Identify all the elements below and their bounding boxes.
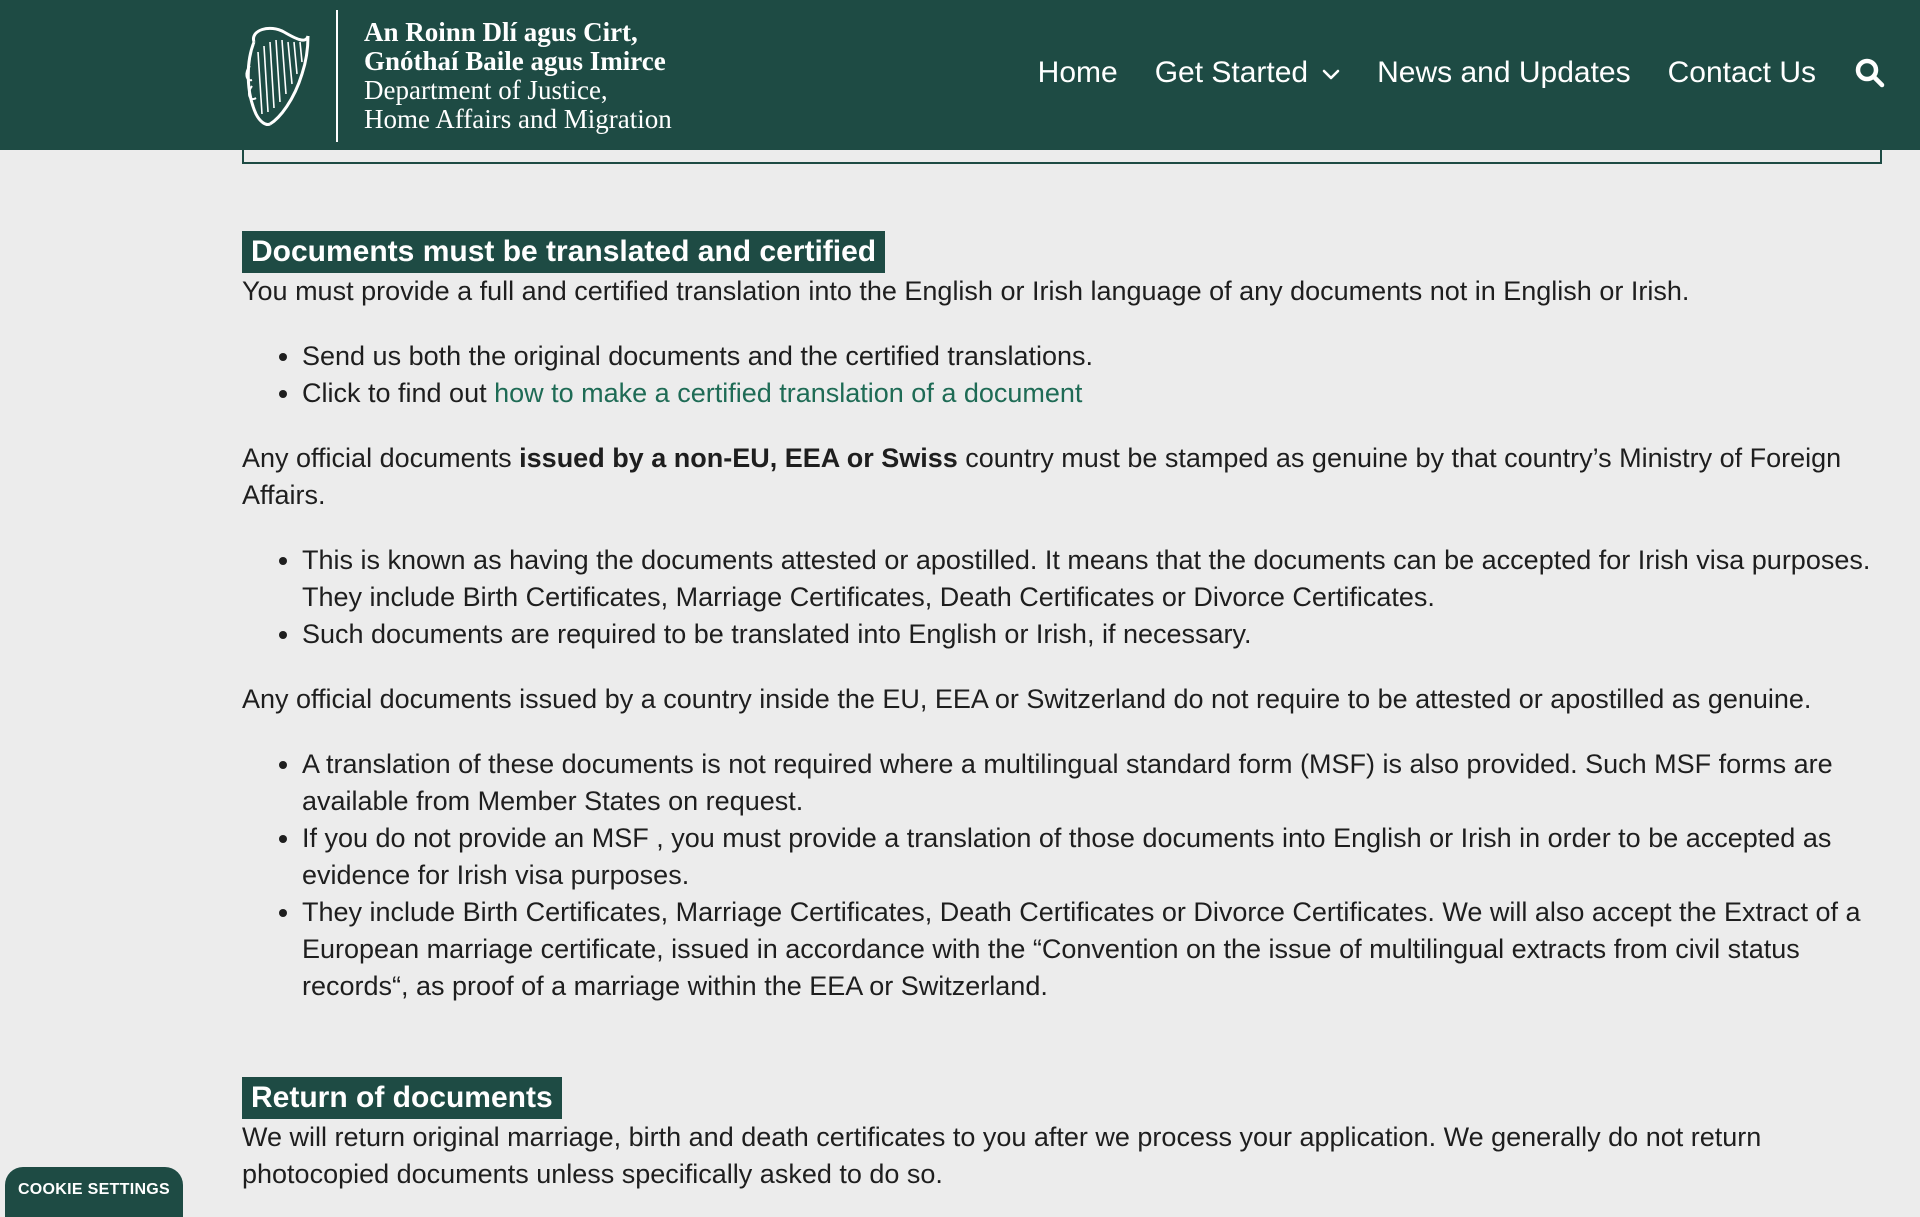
list-item: • Such documents are required to be translated into English or Irish, if necessary. <box>302 616 1882 653</box>
list-item: • They include Birth Certificates, Marriage Certificates, Death Certificates or Divorce Certificates. We will also accept the Extract of a European marriage certificate, issued in accordance with the “Convention on the issue of multilingual extracts from civil status records“, as proof of a marriage within the EEA or Switzerland. <box>302 894 1882 1005</box>
msf-list <box>242 746 1882 1005</box>
cookie-settings-button[interactable]: COOKIE SETTINGS <box>5 1167 183 1217</box>
main-nav <box>1038 56 1886 90</box>
brand-divider <box>336 10 338 142</box>
site-header <box>0 0 1920 150</box>
return-paragraph: We will return original marriage, birth and death certificates to you after we process your application. We generally do not return photocopied documents unless specifically asked to do so. <box>242 1122 1762 1189</box>
section-translated-certified <box>242 231 1882 1033</box>
department-name <box>364 18 672 134</box>
department-name-irish-line1: An Roinn Dlí agus Cirt, <box>364 17 638 47</box>
certified-translation-link[interactable]: how to make a certified translation of a document <box>494 378 1083 408</box>
department-logo-link[interactable] <box>240 10 672 142</box>
search-icon[interactable] <box>1854 57 1886 89</box>
non-eu-paragraph <box>242 440 1882 514</box>
nav-contact-us[interactable]: Contact Us <box>1667 56 1816 89</box>
nav-get-started[interactable] <box>1155 56 1340 90</box>
department-name-english-line1: Department of Justice, <box>364 75 608 105</box>
nav-news-and-updates[interactable]: News and Updates <box>1377 56 1631 89</box>
non-eu-paragraph-bold: issued by a non-EU, EEA or Swiss <box>519 443 958 473</box>
list-item: • Send us both the original documents and the certified translations. <box>302 338 1882 375</box>
translation-list <box>242 338 1882 412</box>
list-item <box>302 375 1882 412</box>
section-return-of-documents <box>242 1077 1882 1193</box>
list-item-prefix: Click to find out <box>302 378 495 408</box>
harp-icon <box>240 22 312 130</box>
eu-paragraph: Any official documents issued by a country inside the EU, EEA or Switzerland do not require to be attested or apostilled as genuine. <box>242 684 1812 714</box>
section-heading-return-of-documents: Return of documents <box>242 1077 562 1119</box>
non-eu-paragraph-start: Any official documents <box>242 443 520 473</box>
apostille-list <box>242 542 1882 653</box>
intro-paragraph: You must provide a full and certified translation into the English or Irish language of any documents not in English or Irish. <box>242 276 1690 306</box>
non-eu-paragraph-end: country must be stamped as genuine by that country’s Ministry of Foreign Affairs. <box>242 443 1842 510</box>
list-item: • A translation of these documents is not required where a multilingual standard form (MSF) is also provided. Such MSF forms are available from Member States on request. <box>302 746 1882 820</box>
list-item: • If you do not provide an MSF , you must provide a translation of those documents into English or Irish in order to be accepted as evidence for Irish visa purposes. <box>302 820 1882 894</box>
section-heading-translated-certified: Documents must be translated and certified <box>242 231 885 273</box>
department-name-irish-line2: Gnóthaí Baile agus Imirce <box>364 46 666 76</box>
department-name-english-line2: Home Affairs and Migration <box>364 104 672 134</box>
nav-get-started-label: Get Started <box>1154 56 1309 89</box>
list-item: • This is known as having the documents attested or apostilled. It means that the documents can be accepted for Irish visa purposes. They include Birth Certificates, Marriage Certificates, Death Certificates or Divorce Certificates. <box>302 542 1882 616</box>
chevron-down-icon <box>1322 69 1340 81</box>
nav-home[interactable]: Home <box>1037 56 1118 89</box>
